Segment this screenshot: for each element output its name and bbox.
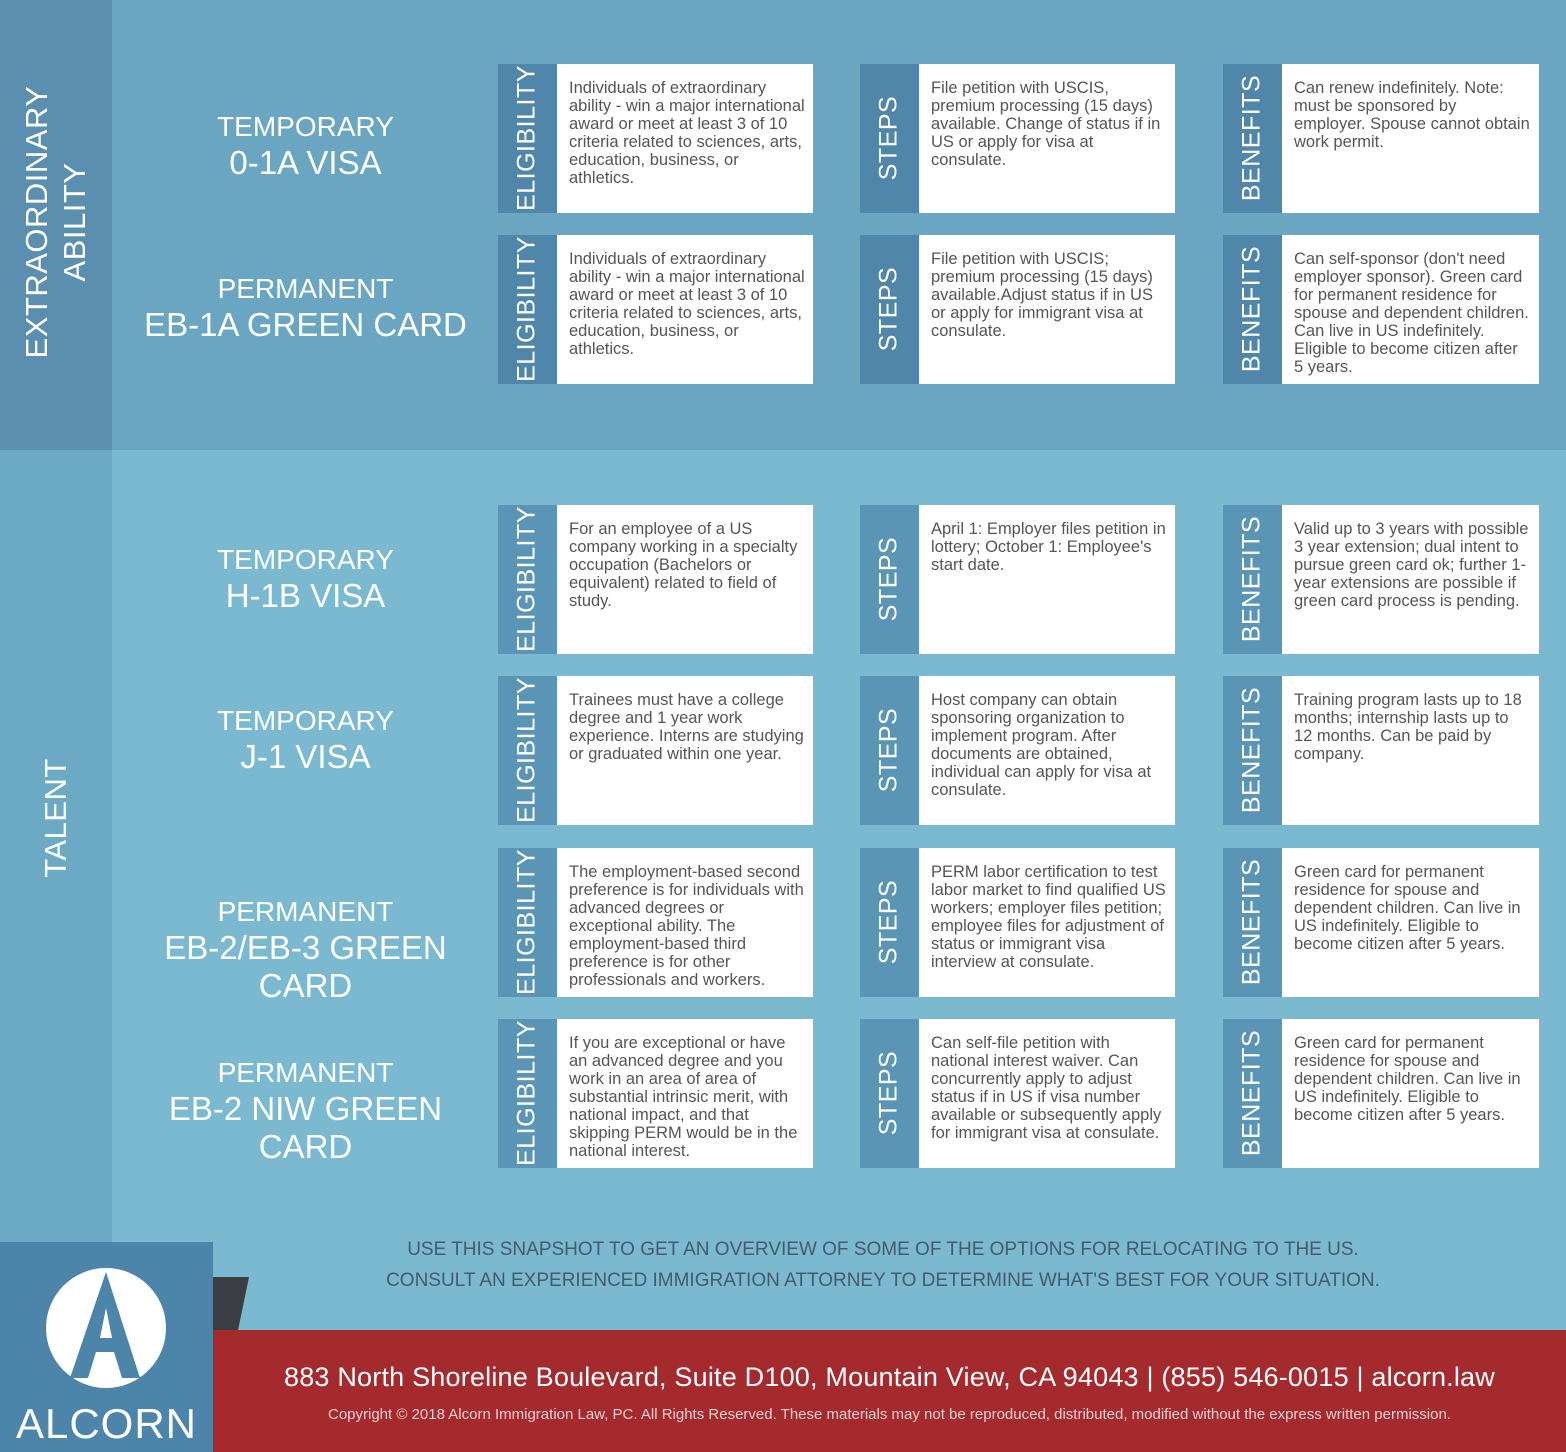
eligibility-tab-label: ELIGIBILITY: [512, 1020, 541, 1166]
eligibility-card: [498, 505, 813, 654]
alcorn-logo-mark-icon: [0, 1242, 213, 1402]
eligibility-card: [498, 676, 813, 825]
benefits-tab-label: BENEFITS: [1237, 858, 1266, 986]
visa-title: [118, 543, 493, 615]
eligibility-tab: [498, 235, 557, 384]
benefits-tab: [1223, 235, 1282, 384]
steps-tab: [860, 64, 919, 213]
benefits-tab: [1223, 676, 1282, 825]
benefits-tab-label: BENEFITS: [1237, 1029, 1266, 1157]
alcorn-logo-word: ALCORN: [15, 1400, 198, 1447]
extraordinary-label-line2: ABILITY: [57, 162, 92, 282]
eligibility-text: The employment-based second preference is for individuals with advanced degrees or exceptional ability. The employment-based third preference is for other professionals and workers.: [557, 848, 813, 997]
talent-sidebar: [0, 450, 112, 1245]
steps-card: [860, 1019, 1175, 1168]
eligibility-text: Trainees must have a college degree and 1 year work experience. Interns are studying or graduated within one year.: [557, 676, 813, 825]
benefits-tab: [1223, 1019, 1282, 1168]
visa-type: PERMANENT: [217, 1057, 394, 1088]
footer-copyright: Copyright © 2018 Alcorn Immigration Law, PC. All Rights Reserved. These materials may not be reproduced, distributed, modified without the express written permission.: [328, 1406, 1451, 1423]
extraordinary-ability-sidebar: [0, 0, 112, 450]
footer-address: 883 North Shoreline Boulevard, Suite D100, Mountain View, CA 94043 | (855) 546-0015 | alcorn.law: [284, 1362, 1495, 1392]
steps-tab-label: STEPS: [874, 536, 903, 622]
steps-card: [860, 235, 1175, 384]
benefits-card: [1223, 64, 1539, 213]
eligibility-tab: [498, 676, 557, 825]
note-line1: USE THIS SNAPSHOT TO GET AN OVERVIEW OF SOME OF THE OPTIONS FOR RELOCATING TO THE US.: [407, 1239, 1359, 1260]
eligibility-tab: [498, 505, 557, 654]
eligibility-tab-label: ELIGIBILITY: [512, 236, 541, 382]
visa-title: [118, 895, 493, 1005]
benefits-card: [1223, 1019, 1539, 1168]
benefits-text: Training program lasts up to 18 months; internship lasts up to 12 months. Can be paid by company.: [1282, 676, 1539, 825]
visa-name: H-1B VISA: [225, 577, 386, 614]
benefits-tab-label: BENEFITS: [1237, 686, 1266, 814]
note-line2: CONSULT AN EXPERIENCED IMMIGRATION ATTORNEY TO DETERMINE WHAT'S BEST FOR YOUR SITUATION.: [386, 1270, 1380, 1291]
eligibility-tab-label: ELIGIBILITY: [512, 849, 541, 995]
visa-title: [118, 1056, 493, 1166]
eligibility-text: If you are exceptional or have an advanced degree and you work in an area of area of substantial intrinsic merit, with national impact, and that skipping PERM would be in the national interest.: [557, 1019, 813, 1168]
steps-text: File petition with USCIS; premium processing (15 days) available.Adjust status if in US or apply for immigrant visa at consulate.: [919, 235, 1175, 384]
eligibility-tab: [498, 64, 557, 213]
benefits-text: Green card for permanent residence for spouse and dependent children. Can live in US indefinitely. Eligible to become citizen after 5 years.: [1282, 848, 1539, 997]
eligibility-text: Individuals of extraordinary ability - win a major international award or meet at least 3 of 10 criteria related to sciences, arts, education, business, or athletics.: [557, 64, 813, 213]
visa-type: TEMPORARY: [217, 705, 394, 736]
eligibility-tab-label: ELIGIBILITY: [512, 65, 541, 211]
visa-name: EB-2 NIW GREEN CARD: [168, 1090, 443, 1165]
extraordinary-label-line1: EXTRAORDINARY: [19, 85, 54, 359]
visa-title: [118, 704, 493, 776]
steps-text: PERM labor certification to test labor market to find qualified US workers; employer files petition; employee files for adjustment of status or immigrant visa interview at consulate.: [919, 848, 1175, 997]
benefits-tab-label: BENEFITS: [1237, 74, 1266, 202]
benefits-tab: [1223, 505, 1282, 654]
steps-tab: [860, 848, 919, 997]
steps-card: [860, 848, 1175, 997]
steps-tab-label: STEPS: [874, 879, 903, 965]
visa-type: TEMPORARY: [217, 111, 394, 142]
benefits-tab-label: BENEFITS: [1237, 245, 1266, 373]
steps-tab-label: STEPS: [874, 707, 903, 793]
steps-text: Host company can obtain sponsoring organization to implement program. After documents are obtained, individual can apply for visa at consulate.: [919, 676, 1175, 825]
eligibility-card: [498, 235, 813, 384]
eligibility-tab: [498, 848, 557, 997]
footer: [213, 1330, 1566, 1452]
steps-tab: [860, 235, 919, 384]
benefits-tab: [1223, 848, 1282, 997]
visa-type: TEMPORARY: [217, 544, 394, 575]
eligibility-tab-label: ELIGIBILITY: [512, 677, 541, 823]
visa-name: J-1 VISA: [240, 738, 371, 775]
visa-name: 0-1A VISA: [229, 144, 382, 181]
eligibility-card: [498, 848, 813, 997]
benefits-card: [1223, 505, 1539, 654]
benefits-card: [1223, 235, 1539, 384]
steps-tab-label: STEPS: [874, 1050, 903, 1136]
visa-name: EB-1A GREEN CARD: [144, 306, 467, 343]
steps-text: Can self-file petition with national interest waiver. Can concurrently apply to adjust status if in US if visa number available or subsequently apply for immigrant visa at consulate.: [919, 1019, 1175, 1168]
steps-card: [860, 505, 1175, 654]
steps-tab: [860, 505, 919, 654]
steps-card: [860, 64, 1175, 213]
visa-title: [118, 272, 493, 344]
benefits-text: Valid up to 3 years with possible 3 year extension; dual intent to pursue green card ok; further 1-year extensions are possible if green card process is pending.: [1282, 505, 1539, 654]
steps-tab-label: STEPS: [874, 266, 903, 352]
benefits-tab: [1223, 64, 1282, 213]
benefits-text: Green card for permanent residence for spouse and dependent children. Can live in US indefinitely. Eligible to become citizen after 5 years.: [1282, 1019, 1539, 1168]
eligibility-text: Individuals of extraordinary ability - win a major international award or meet at least 3 of 10 criteria related to sciences, arts, education, business, or athletics.: [557, 235, 813, 384]
eligibility-card: [498, 64, 813, 213]
benefits-tab-label: BENEFITS: [1237, 515, 1266, 643]
benefits-text: Can self-sponsor (don't need employer sponsor). Green card for permanent residence for spouse and dependent children. Can live in US indefinitely. Eligible to become citizen after 5 years.: [1282, 235, 1539, 384]
steps-tab: [860, 676, 919, 825]
eligibility-tab: [498, 1019, 557, 1168]
benefits-card: [1223, 676, 1539, 825]
visa-title: [118, 110, 493, 182]
visa-type: PERMANENT: [217, 896, 394, 927]
eligibility-card: [498, 1019, 813, 1168]
benefits-text: Can renew indefinitely. Note: must be sponsored by employer. Spouse cannot obtain work permit.: [1282, 64, 1539, 213]
steps-tab: [860, 1019, 919, 1168]
steps-card: [860, 676, 1175, 825]
benefits-card: [1223, 848, 1539, 997]
extraordinary-ability-label: [18, 86, 94, 359]
overview-note: [230, 1234, 1536, 1296]
eligibility-tab-label: ELIGIBILITY: [512, 506, 541, 652]
talent-label: TALENT: [38, 758, 73, 878]
visa-name: EB-2/EB-3 GREEN CARD: [164, 929, 447, 1004]
visa-type: PERMANENT: [217, 273, 394, 304]
steps-tab-label: STEPS: [874, 95, 903, 181]
eligibility-text: For an employee of a US company working in a specialty occupation (Bachelors or equivalent) related to field of study.: [557, 505, 813, 654]
steps-text: April 1: Employer files petition in lottery; October 1: Employee's start date.: [919, 505, 1175, 654]
steps-text: File petition with USCIS, premium processing (15 days) available. Change of status if in US or apply for visa at consulate.: [919, 64, 1175, 213]
